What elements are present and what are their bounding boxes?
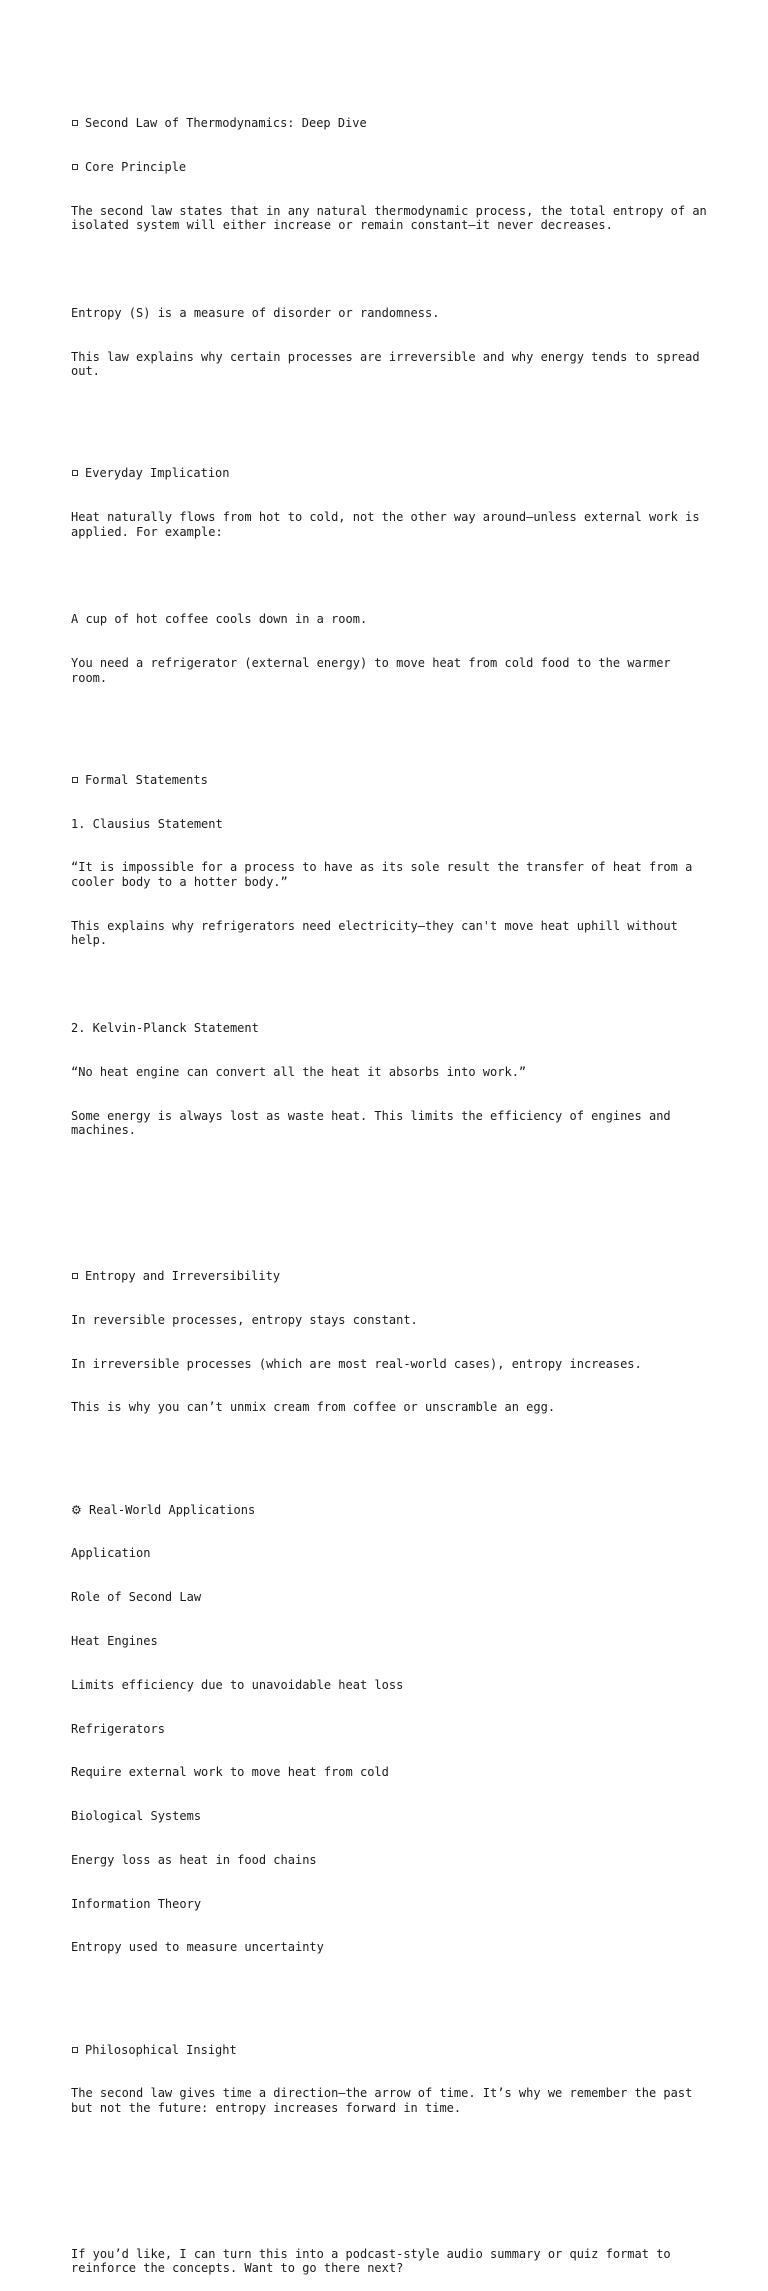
core-text-1: The second law states that in any natural thermodynamic process, the total entropy of an isolated system will either increase or remain constant—it never decreases. (71, 203, 714, 233)
philosophy-heading: Philosophical Insight (85, 2042, 237, 2057)
spacer (71, 2189, 711, 2204)
everyday-heading: Everyday Implication (85, 466, 230, 481)
spacer (71, 1167, 711, 1182)
applications-col-1: Application (71, 1546, 151, 1561)
formal-heading: Formal Statements (85, 772, 208, 787)
spacer (71, 2145, 711, 2160)
square-bullet-icon (72, 2047, 78, 2053)
application-name: Biological Systems (71, 1809, 202, 1824)
square-bullet-icon (72, 164, 78, 170)
closing-text: If you’d like, I can turn this into a podcast-style audio summary or quiz format to reinforce the concepts. Want to go there next? (71, 2246, 678, 2276)
square-bullet-icon (72, 470, 78, 476)
doc-title-line (71, 116, 711, 131)
clausius-title: 1. Clausius Statement (71, 816, 223, 831)
spacer (71, 569, 711, 584)
applications-col-2: Role of Second Law (71, 1590, 202, 1605)
core-heading-line (71, 160, 711, 175)
applications-heading-line (71, 1503, 711, 1518)
document-body (71, 87, 714, 2291)
doc-title: Second Law of Thermodynamics: Deep Dive (85, 116, 367, 131)
clausius-note: This explains why refrigerators need electricity—they can't move heat uphill without help. (71, 918, 686, 948)
entropy-heading-line (71, 1269, 711, 1284)
application-role: Require external work to move heat from cold (71, 1765, 389, 1780)
philosophy-text-1: The second law gives time a direction—the arrow of time. It’s why we remember the past but not the future: entropy increases forward in time. (71, 2086, 700, 2115)
clausius-quote: “It is impossible for a process to have as its sole result the transfer of heat from a cooler body to a hotter body.” (71, 860, 700, 890)
application-role: Limits efficiency due to unavoidable heat loss (71, 1677, 404, 1692)
everyday-text-3: You need a refrigerator (external energy) to move heat from cold food to the warmer room. (71, 656, 678, 685)
everyday-text-1: Heat naturally flows from hot to cold, not the other way around—unless external work is applied. For example: (71, 510, 707, 539)
everyday-heading-line (71, 466, 711, 481)
applications-heading: Real-World Applications (89, 1502, 256, 1517)
kelvin-quote: “No heat engine can convert all the heat it absorbs into work.” (71, 1064, 527, 1079)
square-bullet-icon (72, 777, 78, 783)
application-role: Entropy used to measure uncertainty (71, 1940, 324, 1955)
entropy-heading: Entropy and Irreversibility (85, 1269, 281, 1284)
kelvin-note: Some energy is always lost as waste heat. This limits the efficiency of engines and machines. (71, 1108, 678, 1138)
everyday-text-2: A cup of hot coffee cools down in a room. (71, 612, 368, 627)
spacer (71, 408, 711, 423)
core-text-3: This law explains why certain processes are irreversible and why energy tends to spread out. (71, 349, 707, 379)
square-bullet-icon (72, 120, 78, 126)
philosophy-heading-line (71, 2043, 711, 2058)
gear-icon: ⚙ (71, 1502, 82, 1517)
core-text-2: Entropy (S) is a measure of disorder or randomness. (71, 305, 440, 320)
core-heading: Core Principle (85, 159, 187, 174)
application-name: Heat Engines (71, 1633, 158, 1648)
square-bullet-icon (72, 1273, 78, 1279)
entropy-text-1: In reversible processes, entropy stays constant. (71, 1312, 418, 1327)
formal-heading-line (71, 773, 711, 788)
application-role: Energy loss as heat in food chains (71, 1852, 317, 1867)
spacer (71, 262, 711, 277)
spacer (71, 977, 711, 992)
application-name: Refrigerators (71, 1721, 165, 1736)
kelvin-title: 2. Kelvin-Planck Statement (71, 1021, 259, 1035)
entropy-text-3: This is why you can’t unmix cream from coffee or unscramble an egg. (71, 1400, 556, 1415)
spacer (71, 1211, 711, 1226)
entropy-text-2: In irreversible processes (which are most real-world cases), entropy increases. (71, 1356, 642, 1371)
spacer (71, 715, 711, 730)
spacer (71, 1984, 711, 1999)
spacer (71, 1444, 711, 1459)
application-name: Information Theory (71, 1896, 202, 1911)
